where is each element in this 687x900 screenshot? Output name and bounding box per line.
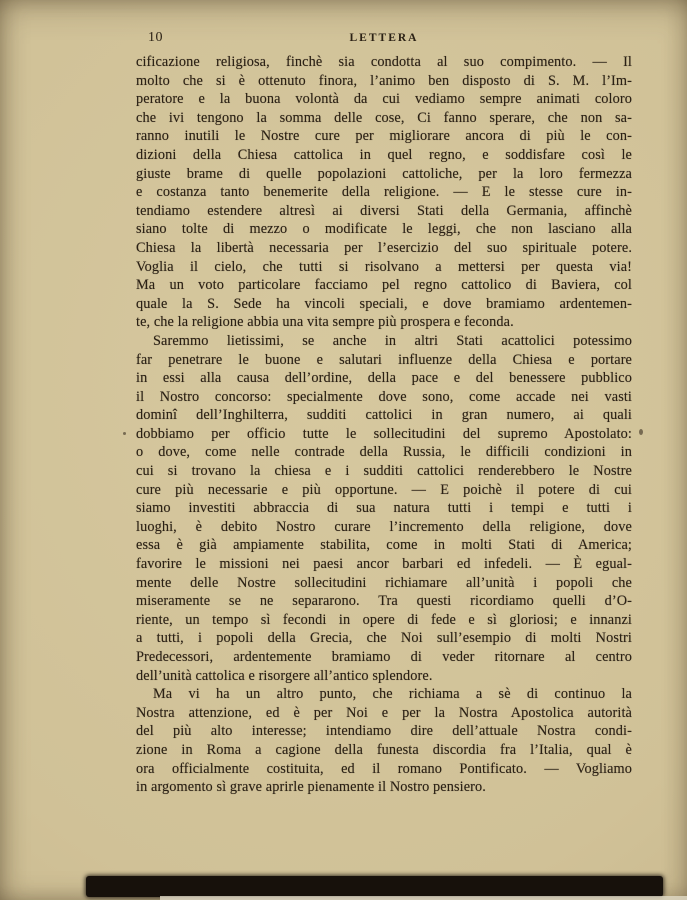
paper-speck [639, 429, 643, 435]
text-line: peratore e la buona volontà da cui vediamo sempre animati coloro [136, 91, 632, 108]
running-title: LETTERA [349, 32, 419, 44]
text-line: dobbiamo per officio tutte le sollecitudini del supremo Apostolato: [136, 425, 632, 442]
text-line: Predecessori, ardentemente bramiamo di veder ritornare al centro [136, 649, 632, 665]
body-text [136, 53, 632, 797]
table-surface-strip [160, 896, 687, 900]
text-line: cificazione religiosa, finchè sia condotta al suo compimento. — Il [136, 54, 632, 70]
text-line: siano tolte di mezzo o modificate le leggi, che non lasciano alla [136, 221, 632, 238]
text-line: luoghi, è debito Nostro curare l’incremento della religione, dove [136, 518, 632, 535]
text-line: riente, un tempo sì fecondi in opere di fede e sì gloriosi; e innanzi [136, 611, 632, 628]
text-line: te, che la religione abbia una vita sempre più prospera e feconda. [136, 314, 514, 331]
text-line: essa è già ampiamente stabilita, come in molti Stati di America; [136, 537, 632, 554]
text-line: dominî dell’Inghilterra, sudditi cattolici in gran numero, ai quali [136, 407, 632, 424]
paragraph-2 [136, 332, 632, 685]
page-header [136, 30, 632, 50]
paragraph-1 [136, 53, 632, 332]
text-line: favorire le missioni nei paesi ancor barbari ed infedeli. — È egual- [136, 556, 632, 573]
text-line: miseramente se ne separarono. Tra questi ricordiamo quelli d’O- [136, 593, 632, 610]
text-line: o dove, come nelle contrade della Russia, le difficili condizioni in [136, 444, 632, 461]
text-line: far penetrare le buone e salutari influenze della Chiesa e portare [136, 351, 632, 368]
text-line: tendiamo estendere altresì ai diversi Stati della Germania, affinchè [136, 202, 632, 219]
book-edge-shadow [86, 876, 663, 897]
text-line: quale la S. Sede ha vincoli speciali, e dove bramiamo ardentemen- [136, 295, 632, 312]
page-number: 10 [148, 30, 163, 45]
text-line: dell’unità cattolica e risorgere all’antico splendore. [136, 667, 433, 684]
text-line: e costanza tanto benemerite della religione. — E le stesse cure in- [136, 184, 632, 201]
text-line: mente delle Nostre sollecitudini richiamare all’unità i popoli che [136, 574, 632, 591]
text-line: giuste brame di quelle popolazioni cattoliche, per la loro fermezza [136, 165, 632, 182]
text-line: ora officialmente costituita, ed il romano Pontificato. — Vogliamo [136, 760, 632, 777]
paper-speck [123, 432, 126, 435]
text-line: cure più necessarie e più opportune. — E poichè il potere di cui [136, 481, 632, 498]
text-line: a tutti, i popoli della Grecia, che Noi sull’esempio di molti Nostri [136, 630, 632, 647]
text-line: dizioni della Chiesa cattolica in quel regno, e soddisfare così le [136, 146, 632, 163]
text-line: Chiesa la libertà necessaria per l’esercizio del suo spirituale potere. [136, 239, 632, 256]
text-line: cui si trovano la chiesa e i sudditi cattolici renderebbero le Nostre [136, 463, 632, 480]
paragraph-3 [136, 685, 632, 797]
text-line: Ma vi ha un altro punto, che richiama a sè di continuo la [153, 686, 632, 703]
text-line: Saremmo lietissimi, se anche in altri Stati acattolici potessimo [153, 332, 632, 349]
text-line: zione in Roma a cagione della funesta discordia fra l’Italia, qual è [136, 741, 632, 758]
text-line: in essi alla causa dell’ordine, della pace e del benessere pubblico [136, 370, 632, 387]
text-line: del più alto interesse; intendiamo dire dell’attuale Nostra condi- [136, 723, 632, 740]
text-line: molto che si è ottenuto finora, l’animo ben disposto di S. M. l’Im- [136, 72, 632, 89]
text-line: siamo investiti abbraccia di sua natura tutti i tempi e tutti i [136, 500, 632, 517]
text-line: ranno inutili le Nostre cure per migliorare ancora di più le con- [136, 128, 632, 145]
text-line: Voglia il cielo, che tutti si risolvano a mettersi per questa via! [136, 258, 632, 275]
text-line: Ma un voto particolare facciamo pel regno cattolico di Baviera, col [136, 277, 632, 294]
text-line: Nostra attenzione, ed è per Noi e per la Nostra Apostolica autorità [136, 704, 632, 721]
text-line: che ivi tengono la somma delle cose, Ci fanno sperare, che non sa- [136, 109, 632, 126]
text-line: il Nostro concorso: specialmente dove sono, come accade nei vasti [136, 388, 632, 405]
text-line: in argomento sì grave aprirle pienamente il Nostro pensiero. [136, 779, 486, 796]
